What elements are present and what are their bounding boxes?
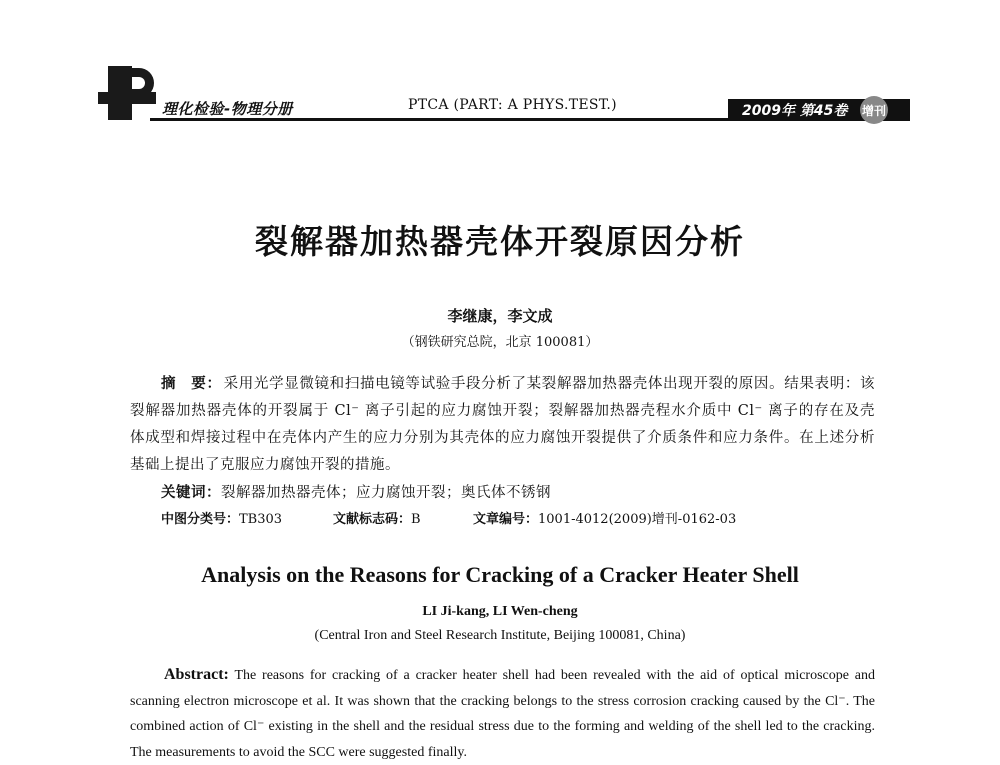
journal-name: 理化检验-物理分册 [162,100,293,118]
journal-logo [98,66,160,120]
chinese-abstract [130,371,875,479]
chinese-authors: 李继康，李文成 [447,307,553,325]
chinese-keywords [161,481,551,502]
chinese-abstract-label: 摘 要： [161,376,222,392]
keywords-label: 关键词： [161,485,221,501]
document-code: 文献标志码：B [333,512,421,527]
article-number: 文章编号：1001-4012(2009)增刊-0162-03 [473,512,737,527]
clc-number: 中图分类号：TB303 [161,512,283,527]
issue-info: 2009年 第45卷 [742,103,848,119]
english-abstract-label: Abstract: [164,666,229,683]
english-title: Analysis on the Reasons for Cracking of a Cracker Heater Shell [201,562,799,587]
supplement-badge: 增刊 [860,96,888,124]
english-abstract [130,662,875,765]
page-header [0,0,1000,130]
english-affiliation: (Central Iron and Steel Research Institute, Beijing 100081, China) [314,628,686,643]
keywords-text: 裂解器加热器壳体；应力腐蚀开裂；奥氏体不锈钢 [221,485,551,501]
english-authors: LI Ji-kang, LI Wen-cheng [422,604,578,619]
journal-english-name: PTCA (PART: A PHYS.TEST.) [408,97,617,113]
chinese-abstract-text: 采用光学显微镜和扫描电镜等试验手段分析了某裂解器加热器壳体出现开裂的原因。结果表明：该裂解器加热器壳体的开裂属于 Cl⁻ 离子引起的应力腐蚀开裂；裂解器加热器壳程水介质中 Cl⁻ 离子的存在及壳体成型和焊接过程中在壳体内产生的应力分别为其壳体的应力腐蚀开裂提供了介质条件和应力条件。在上述分析基础上提出了克服应力腐蚀开裂的措施。 [130,376,875,473]
chinese-affiliation: （钢铁研究总院，北京 100081） [401,335,599,350]
english-abstract-text: The reasons for cracking of a cracker heater shell had been revealed with the aid of optical microscope and scanning electron microscope et al. It was shown that the cracking belongs to the stress corrosion cracking caused by the Cl⁻. The combined action of Cl⁻ existing in the shell and the residual stress due to the forming and welding of the shell led to the cracking. The measurements to avoid the SCC were suggested finally. [130,668,875,760]
chinese-title: 裂解器加热器壳体开裂原因分析 [255,222,745,261]
